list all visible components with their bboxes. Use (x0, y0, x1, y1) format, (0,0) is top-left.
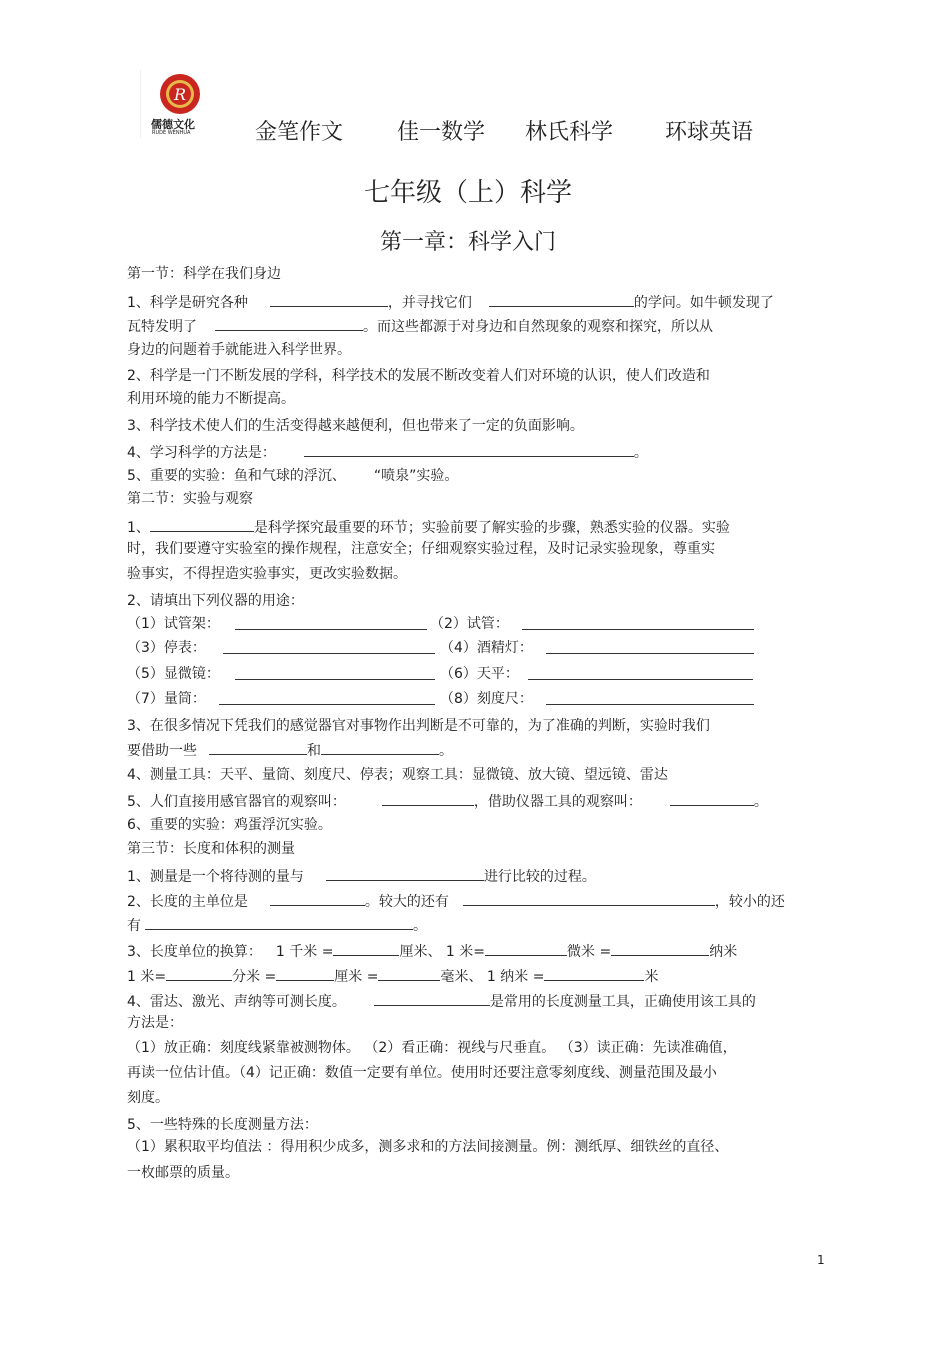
paragraph-line: 验事实，不得捏造实验事实，更改实验数据。 (127, 566, 407, 582)
text: （3）停表： (127, 640, 206, 656)
text: ，较小的还 (714, 894, 785, 910)
section-heading: 第二节：实验与观察 (127, 491, 253, 507)
blank (378, 966, 440, 981)
blank (544, 966, 644, 981)
text: 1 千米 = (275, 944, 334, 960)
blank (166, 966, 232, 981)
logo (140, 70, 211, 138)
blank (485, 941, 567, 956)
nav-item: 林氏科学 (525, 120, 614, 145)
text: 分米 = (232, 969, 277, 985)
text: 1、科学是研究各种 (127, 295, 248, 311)
text: 1、 (127, 520, 150, 536)
page-number: 1 (817, 1253, 825, 1267)
instrument-item (127, 665, 220, 683)
blank (326, 866, 484, 881)
paragraph-line: 2、科学是一门不断发展的学科，科学技术的发展不断改变着人们对环境的认识，使人们改造和 (127, 368, 710, 384)
paragraph-line (127, 316, 713, 336)
paragraph-line (127, 941, 737, 961)
blank (304, 442, 634, 457)
text: 。 (753, 794, 768, 810)
text: （8）刻度尺： (440, 691, 533, 707)
text: ，并寻找它们 (387, 295, 472, 311)
blank (209, 740, 307, 755)
paragraph-line (127, 991, 756, 1011)
paragraph-line (127, 467, 458, 485)
text: 微米 = (567, 944, 612, 960)
instrument-item (127, 639, 206, 657)
logo-text: 儒德文化 (151, 118, 195, 131)
text: 厘米、 1 米= (399, 944, 486, 960)
text: （1）试管架： (127, 616, 220, 632)
paragraph-line: 3、科学技术使人们的生活变得越来越便利，但也带来了一定的负面影响。 (127, 418, 584, 434)
text: 纳米 (709, 944, 738, 960)
blank (611, 941, 709, 956)
paragraph-line: 3、在很多情况下凭我们的感觉器官对事物作出判断是不可靠的，为了准确的判断，实验时我们 (127, 718, 710, 734)
paragraph-line (127, 791, 768, 811)
text: 1 米= (127, 969, 167, 985)
document-title: 七年级（上）科学 (363, 178, 572, 208)
paragraph-line: 2、请填出下列仪器的用途： (127, 593, 304, 609)
text: 3、长度单位的换算： (127, 944, 262, 960)
paragraph-line: 5、一些特殊的长度测量方法： (127, 1117, 318, 1133)
logo-emblem-icon (158, 72, 202, 116)
blank (321, 740, 439, 755)
text: 瓦特发明了 (127, 319, 197, 335)
logo-subtext: RUDE WENHUA (152, 130, 191, 136)
paragraph-line: 方法是： (127, 1015, 183, 1031)
paragraph-line (127, 292, 774, 312)
paragraph-line: 利用环境的能力不断提高。 (127, 391, 295, 407)
nav-item: 环球英语 (665, 120, 754, 145)
blank (223, 639, 435, 654)
text: 厘米 = (334, 969, 379, 985)
instrument-item (440, 665, 519, 683)
paragraph-line (127, 517, 730, 537)
blank (546, 639, 754, 654)
paragraph-line: 身边的问题着手就能进入科学世界。 (127, 342, 351, 358)
text: （5）显微镜： (127, 666, 220, 682)
text: （6）天平： (440, 666, 519, 682)
text: 4、学习科学的方法是： (127, 445, 276, 461)
blank (235, 665, 435, 680)
paragraph-line (127, 891, 785, 911)
text: （4）酒精灯： (440, 640, 533, 656)
text: 和 (307, 743, 321, 759)
nav-item: 佳一数学 (397, 120, 486, 145)
text: 。 (439, 743, 453, 759)
paragraph-line (127, 866, 596, 886)
paragraph-line (127, 442, 648, 462)
paragraph-line (127, 966, 658, 986)
instrument-item (127, 615, 220, 633)
text: 米 (644, 969, 659, 985)
paragraph-line: 时，我们要遵守实验室的操作规程，注意安全；仔细观察实验过程，及时记录实验现象，尊重实 (127, 541, 715, 557)
blank (489, 292, 634, 307)
text: ，借助仪器工具的观察叫： (473, 794, 642, 810)
blank (382, 791, 474, 806)
text: 是科学探究最重要的环节；实验前要了解实验的步骤，熟悉实验的仪器。实验 (253, 520, 730, 536)
text: “喷泉”实验。 (373, 468, 459, 484)
blank (528, 665, 753, 680)
blank (150, 517, 254, 532)
text: 是常用的长度测量工具，正确使用该工具的 (489, 994, 756, 1010)
text: 。 (413, 918, 427, 934)
nav-item: 金笔作文 (255, 120, 344, 145)
instrument-item (440, 690, 533, 708)
paragraph-line (127, 915, 427, 935)
paragraph-line: 再读一位估计值。（4）记正确：数值一定要有单位。使用时还要注意零刻度线、测量范围及最小 (127, 1065, 717, 1081)
text: 的学问。如牛顿发现了 (633, 295, 774, 311)
blank (215, 316, 363, 331)
instrument-item (430, 615, 509, 633)
blank (276, 966, 334, 981)
blank (219, 690, 435, 705)
svg-text:R: R (173, 85, 187, 104)
blank (670, 791, 754, 806)
blank (145, 915, 413, 930)
text: 毫米、 1 纳米 = (440, 969, 545, 985)
text: 5、重要的实验：鱼和气球的浮沉、 (127, 468, 346, 484)
section-heading: 第三节：长度和体积的测量 (127, 841, 295, 857)
paragraph-line (127, 740, 453, 760)
text: 要借助一些 (127, 743, 197, 759)
text: （7）量筒： (127, 691, 206, 707)
text: 。而这些都源于对身边和自然现象的观察和探究，所以从 (363, 319, 713, 335)
paragraph-line: 6、重要的实验：鸡蛋浮沉实验。 (127, 817, 332, 833)
blank (546, 690, 754, 705)
blank (235, 615, 427, 630)
text: 。较大的还有 (364, 894, 449, 910)
instrument-item (127, 690, 206, 708)
blank (270, 891, 365, 906)
text: 进行比较的过程。 (483, 869, 596, 885)
blank (522, 615, 754, 630)
paragraph-line: 刻度。 (127, 1090, 169, 1106)
paragraph-line: 一枚邮票的质量。 (127, 1165, 239, 1181)
text: 。 (633, 445, 648, 461)
blank (463, 891, 715, 906)
paragraph-line: （1）放正确：刻度线紧靠被测物体。 （2）看正确：视线与尺垂直。 （3）读正确：先读准确值， (127, 1040, 737, 1056)
blank (270, 292, 388, 307)
text: 1、测量是一个将待测的量与 (127, 869, 304, 885)
paragraph-line: 4、测量工具：天平、量筒、刻度尺、停表；观察工具：显微镜、放大镜、望远镜、雷达 (127, 767, 668, 783)
chapter-title: 第一章：科学入门 (379, 230, 556, 255)
instrument-item (440, 639, 533, 657)
text: 2、长度的主单位是 (127, 894, 248, 910)
text: 有 (127, 918, 141, 934)
blank (333, 941, 399, 956)
text: 4、雷达、激光、声纳等可测长度。 (127, 994, 346, 1010)
blank (374, 991, 490, 1006)
section-heading: 第一节：科学在我们身边 (127, 266, 281, 282)
paragraph-line: （1）累积取平均值法 ：得用积少成多，测多求和的方法间接测量。例：测纸厚、细铁丝的直径、 (127, 1139, 729, 1155)
text: （2）试管： (430, 616, 509, 632)
text: 5、人们直接用感官器官的观察叫： (127, 794, 346, 810)
